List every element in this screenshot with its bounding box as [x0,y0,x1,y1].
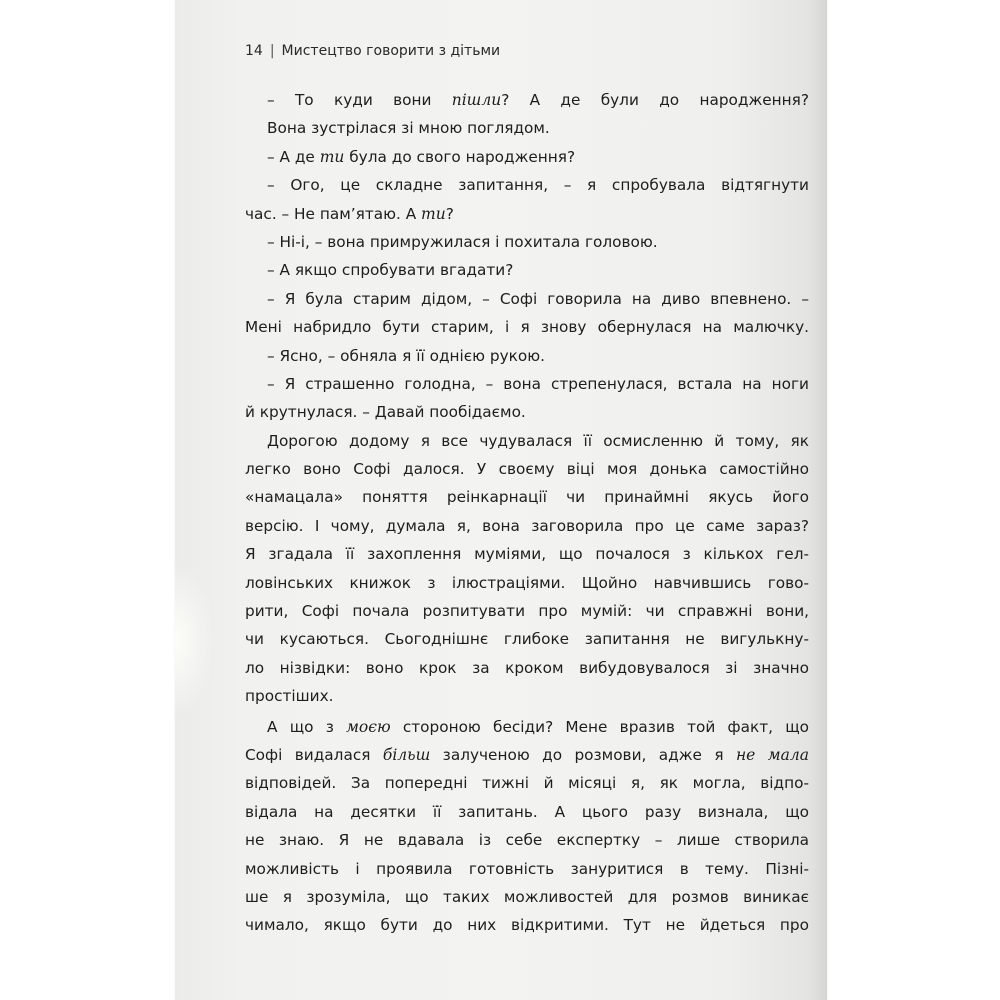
text-run: стороною бесіди? Мене вразив той факт, що [390,717,810,736]
text-line [245,769,809,797]
text-line [245,713,809,741]
text-line [245,741,809,769]
text-line [245,826,809,854]
text-run: – Ого, це складне запитання, – я спробувала відтягнути [267,176,809,195]
text-line [245,883,809,911]
page-number: 14 [245,43,263,59]
text-run: Дорогою додому я все чудувалася її осмисленню й тому, як [267,431,809,450]
text-line [245,911,809,939]
text-line [245,143,809,171]
running-head-separator: | [269,43,275,59]
book-title: Мистецтво говорити з дітьми [281,43,501,59]
text-line [245,200,809,228]
text-line [245,682,809,710]
text-run: А що з [267,717,347,736]
text-line [245,798,809,826]
text-line [245,171,809,199]
text-run: ло нізвідки: воно крок за кроком вибудовувалося зі значно [245,658,809,677]
text-run: ловінських книжок з ілюстраціями. Щойно навчившись гово- [245,573,809,592]
text-run: ? [445,204,454,223]
book-page [175,0,827,1000]
text-line [245,569,809,597]
text-run: чи кусаються. Сьогоднішнє глибоке запитання не вигулькну- [245,630,809,649]
text-line [245,398,809,426]
text-line [245,625,809,653]
text-run: відповідей. За попередні тижні й місяці я, як могла, відпо- [245,774,809,793]
text-line [245,342,809,370]
text-run: не знаю. Я не вдавала із себе експертку – лише створила [245,831,809,850]
text-line [245,285,809,313]
emphasis-text: ти [319,147,345,166]
text-run: ? А де були до народження? [501,91,809,109]
emphasis-text: ти [421,204,446,223]
text-run: Софі видалася [245,745,383,764]
text-run: можливість і проявила готовність зануритися в тему. Пізні- [245,859,809,878]
text-run: легко воно Софі далося. У своєму віці моя донька самостійно [245,460,809,479]
emphasis-text: не мала [735,745,810,764]
text-line [245,256,809,284]
text-line [245,313,809,341]
emphasis-text: більш [382,745,431,764]
text-run: версію. І чому, думала я, вона заговорила про це саме зараз? [245,516,809,535]
text-run: чимало, якщо бути до них відкритими. Тут не йдеться про [245,916,809,935]
light-reflection [175,560,215,720]
text-line [245,114,809,142]
text-line [245,427,809,455]
text-run: – Ясно, – обняла я її однією рукою. [267,346,546,365]
text-line [245,540,809,568]
text-run: Вона зустрілася зі мною поглядом. [267,119,550,138]
text-line [245,86,809,114]
text-run: – А якщо спробувати вгадати? [267,261,514,280]
emphasis-text: моєю [346,717,391,736]
text-run: відала на десятки її запитань. А цього разу визнала, що [245,802,809,821]
text-line [245,370,809,398]
text-run: – Я страшенно голодна, – вона стрепенулася, встала на ноги [267,374,809,393]
text-run: – Я була старим дідом, – Софі говорила на диво впевнено. – [267,289,809,308]
text-line [245,654,809,682]
text-run: Мені набридло бути старим, і я знову обернулася на малючку. [245,318,809,337]
text-run: Я згадала її захоплення муміями, що почалося з кількох гел- [245,545,809,564]
text-run: була до свого народження? [344,147,576,166]
text-run: «намацала» поняття реінкарнації чи принаймні якусь його [245,488,809,507]
text-line [245,483,809,511]
text-line [245,512,809,540]
text-run: – То куди вони [267,91,452,109]
text-run: – А де [267,147,320,166]
text-line [245,228,809,256]
text-run: простіших. [245,687,334,706]
body-text [245,86,809,940]
running-head [245,43,500,59]
text-line [245,855,809,883]
text-run: ше я зрозуміла, що таких можливостей для розмов виникає [245,887,809,906]
text-run: час. – Не пам’ятаю. А [245,204,422,223]
text-run: й крутнулася. – Давай пообідаємо. [245,403,526,422]
text-line [245,597,809,625]
text-line [245,455,809,483]
emphasis-text: пішли [451,91,502,109]
text-run: залученою до розмови, адже я [430,745,736,764]
text-run: рити, Софі почала розпитувати про мумій: чи справжні вони, [245,602,809,621]
text-run: – Ні-і, – вона примружилася і похитала головою. [267,232,658,251]
